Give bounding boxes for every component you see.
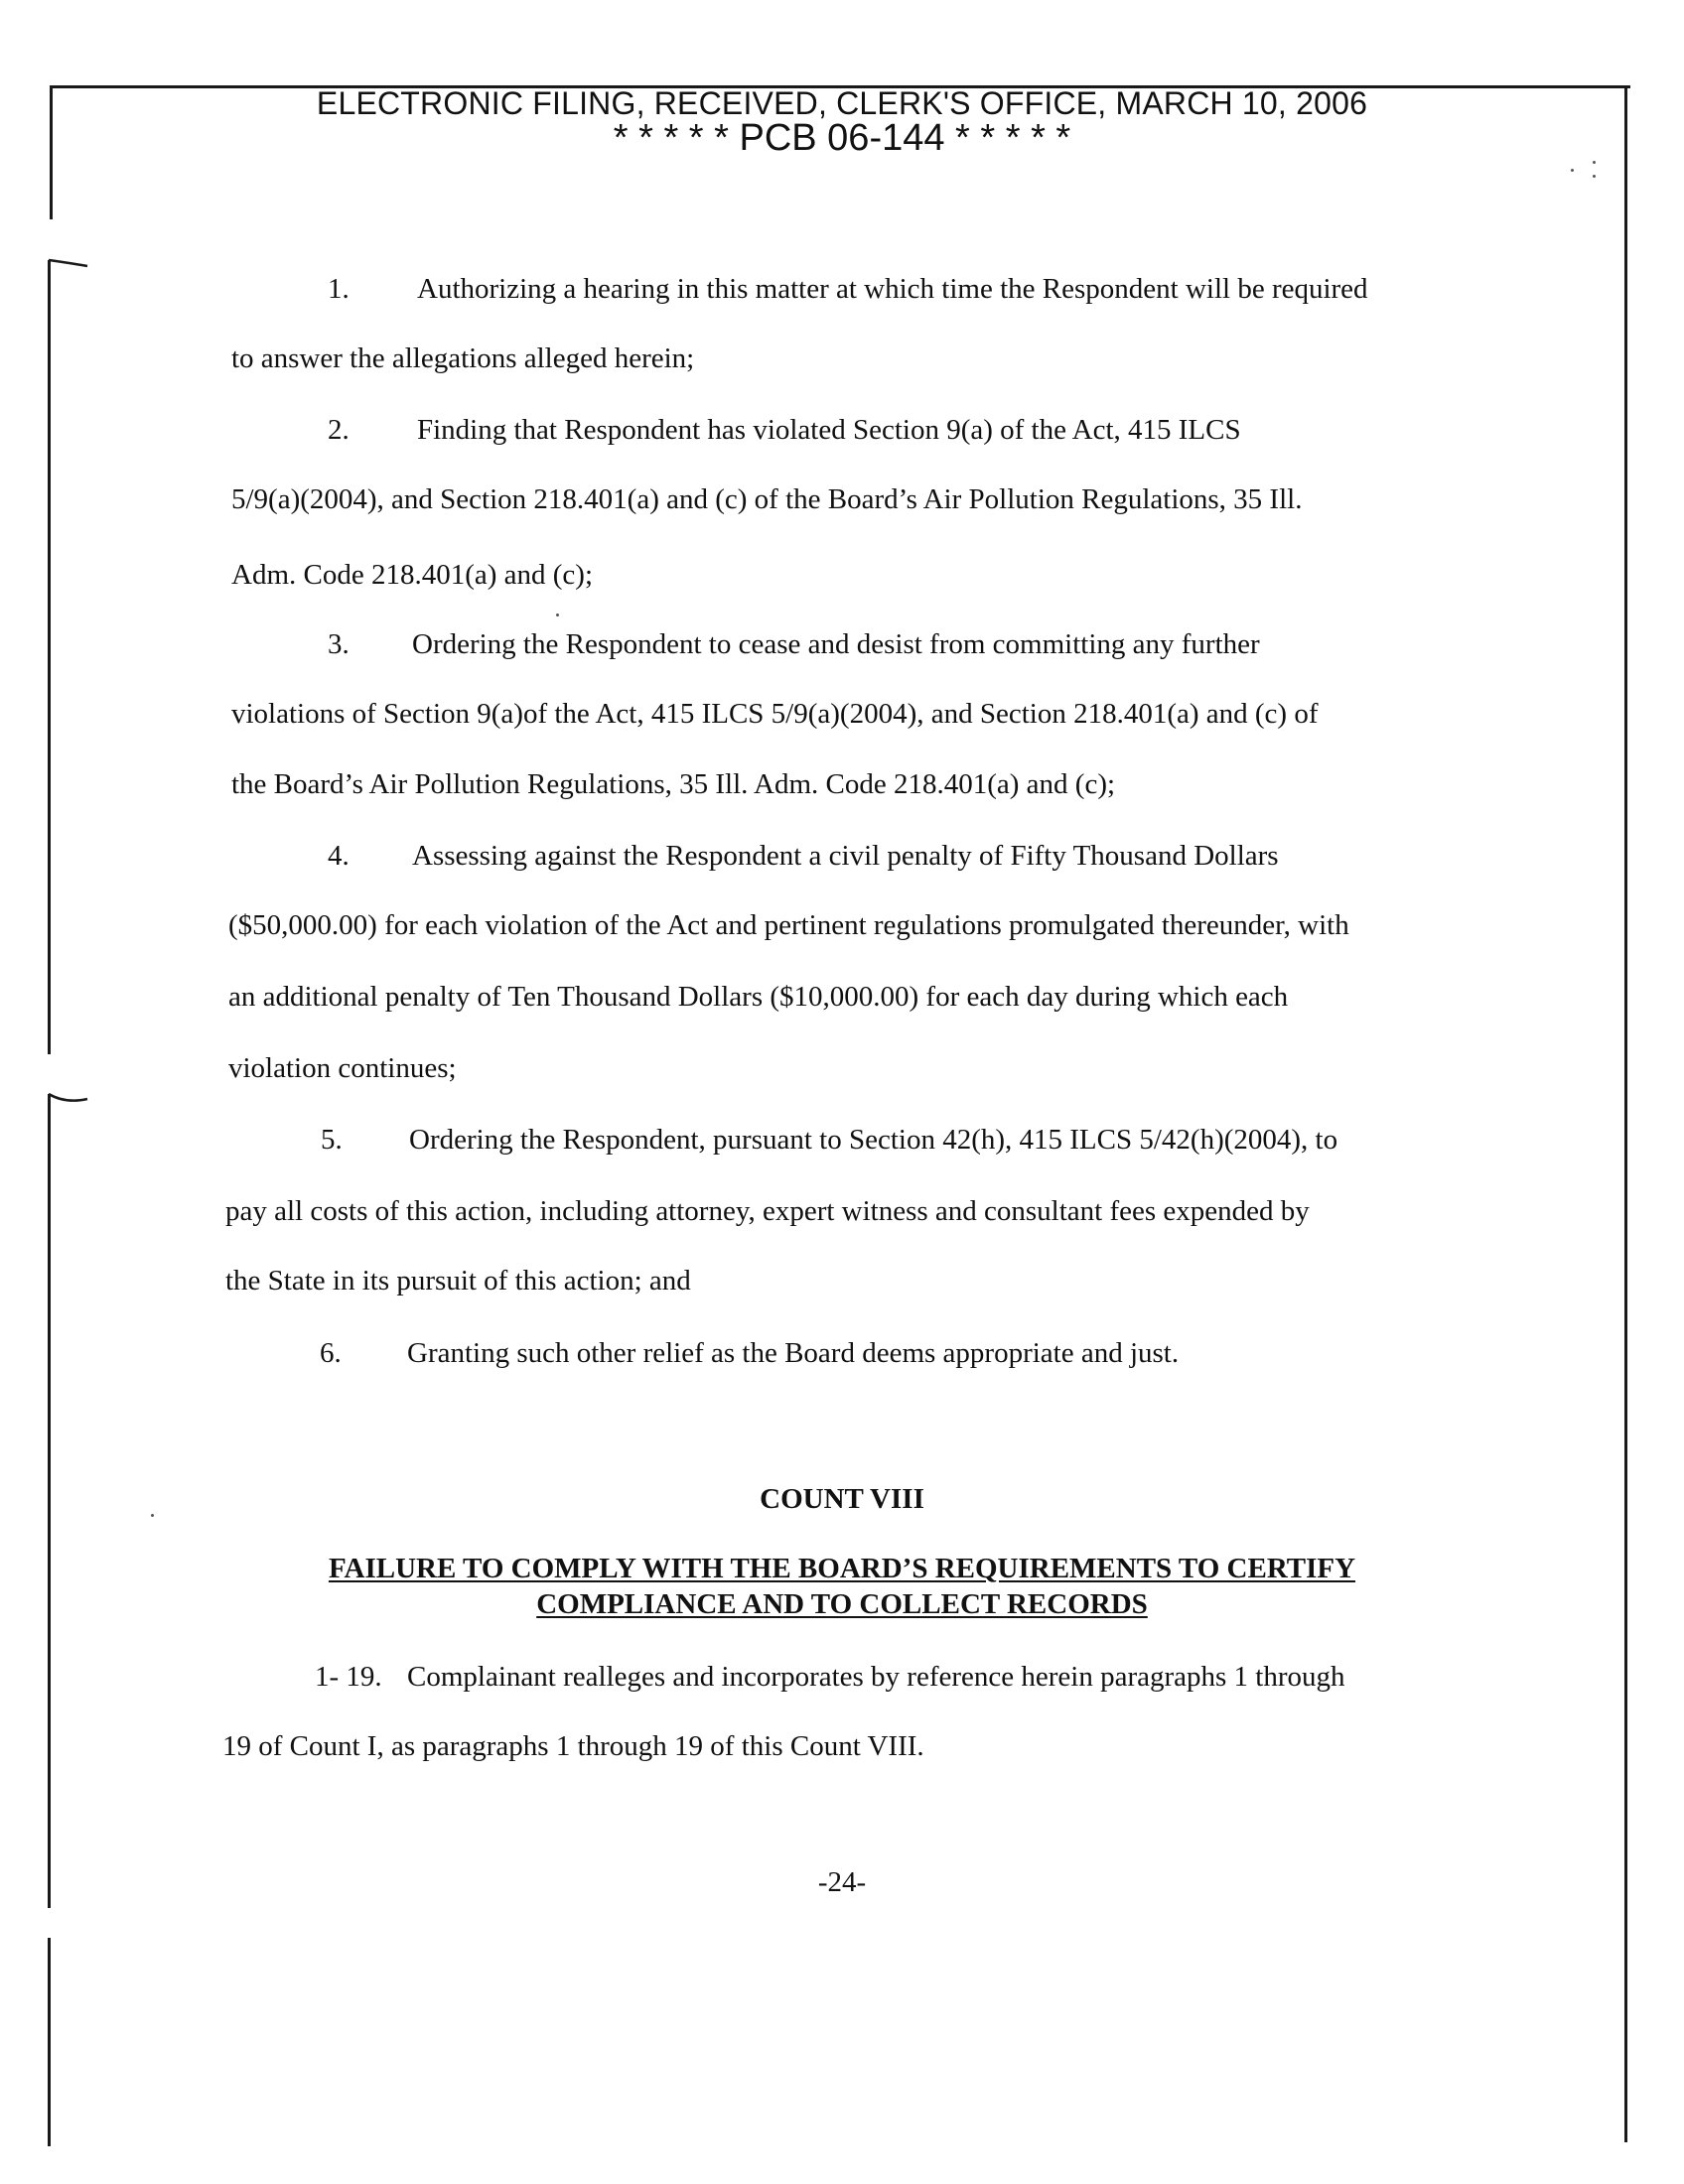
paragraph-line: an additional penalty of Ten Thousand Dollars ($10,000.00) for each day during which each	[228, 981, 1289, 1013]
paragraph-line: the State in its pursuit of this action; and	[225, 1265, 691, 1297]
paragraph-line: ($50,000.00) for each violation of the Act and pertinent regulations promulgated thereunder, with	[228, 909, 1349, 941]
margin-mark	[48, 260, 51, 1054]
count-heading-line: FAILURE TO COMPLY WITH THE BOARD’S REQUIREMENTS TO CERTIFY	[328, 1553, 1356, 1584]
paragraph-line: pay all costs of this action, including attorney, expert witness and consultant fees expended by	[225, 1195, 1310, 1227]
paragraph-line: to answer the allegations alleged herein;	[231, 342, 695, 374]
paragraph-line: Ordering the Respondent to cease and desist from committing any further	[412, 628, 1260, 660]
scan-speck	[1593, 175, 1596, 178]
paragraph-number: 1- 19.	[315, 1661, 382, 1693]
paragraph-line: the Board’s Air Pollution Regulations, 35 Ill. Adm. Code 218.401(a) and (c);	[231, 768, 1116, 800]
margin-mark	[48, 1938, 51, 2146]
case-number-line: * * * * * PCB 06-144 * * * * *	[613, 117, 1071, 159]
filing-stamp-line: ELECTRONIC FILING, RECEIVED, CLERK'S OFFICE, MARCH 10, 2006	[316, 85, 1368, 121]
paragraph-number: 2.	[328, 414, 350, 446]
paragraph-line: Adm. Code 218.401(a) and (c);	[231, 559, 594, 591]
margin-hook-mark	[48, 258, 89, 272]
paragraph-line: 5/9(a)(2004), and Section 218.401(a) and (c) of the Board’s Air Pollution Regulations, 35 Ill.	[231, 483, 1303, 515]
scan-speck	[1593, 161, 1596, 164]
scan-speck	[556, 614, 559, 616]
count-heading	[0, 1551, 1684, 1586]
paragraph-line: Granting such other relief as the Board deems appropriate and just.	[407, 1337, 1180, 1369]
paragraph-number: 5.	[321, 1124, 343, 1156]
paragraph-line: violations of Section 9(a)of the Act, 415 ILCS 5/9(a)(2004), and Section 218.401(a) and (c) of	[231, 698, 1319, 730]
paragraph-line: Assessing against the Respondent a civil penalty of Fifty Thousand Dollars	[412, 840, 1279, 872]
paragraph-number: 4.	[328, 840, 350, 872]
paragraph-number: 1.	[328, 273, 350, 305]
margin-hook-mark	[48, 1092, 89, 1106]
paragraph-line: Finding that Respondent has violated Section 9(a) of the Act, 415 ILCS	[417, 414, 1241, 446]
paragraph-line: Complainant realleges and incorporates by reference herein paragraphs 1 through	[407, 1661, 1345, 1693]
paragraph-line: Ordering the Respondent, pursuant to Section 42(h), 415 ILCS 5/42(h)(2004), to	[409, 1124, 1338, 1156]
count-heading	[0, 1586, 1684, 1622]
paragraph-number: 3.	[328, 628, 350, 660]
paragraph-line: 19 of Count I, as paragraphs 1 through 19 of this Count VIII.	[222, 1730, 924, 1762]
paragraph-number: 6.	[320, 1337, 342, 1369]
paragraph-line: Authorizing a hearing in this matter at which time the Respondent will be required	[417, 273, 1368, 305]
page-border-right	[1624, 87, 1627, 2142]
paragraph-line: violation continues;	[228, 1052, 457, 1084]
scan-speck	[1571, 169, 1574, 172]
count-title: COUNT VIII	[760, 1483, 924, 1515]
count-heading-line: COMPLIANCE AND TO COLLECT RECORDS	[536, 1588, 1148, 1620]
page-number: -24-	[817, 1866, 867, 1898]
